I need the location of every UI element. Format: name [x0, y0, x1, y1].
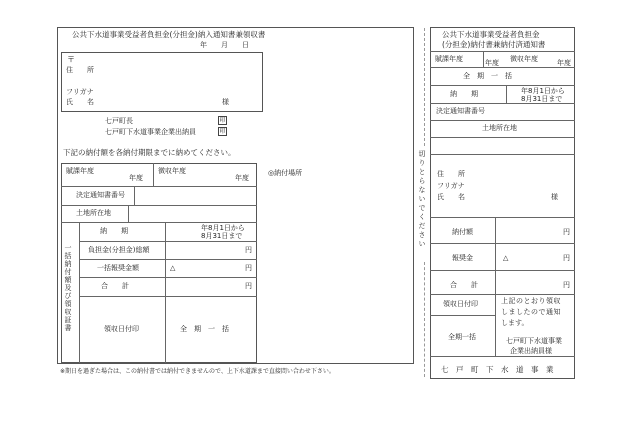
treasurer-label: 七戸町下水道事業企業出納員 — [105, 128, 196, 136]
right-furigana-label: フリガナ — [437, 182, 465, 190]
signer-line-1: 七戸町下水道事業 — [506, 337, 562, 345]
reward-triangle: △ — [170, 264, 176, 272]
notice-line-2: しましたので通知 — [501, 308, 561, 316]
right-title-1: 公共下水道事業受益者負担金 — [442, 30, 540, 39]
left-date-line: 年 月 日 — [200, 41, 249, 49]
signer-line-2: 企業出納員様 — [510, 347, 552, 355]
due-value-2: 8月31日まで — [201, 232, 243, 240]
right-collection-year-unit: 年度 — [557, 59, 571, 67]
furigana-label: フリガナ — [66, 88, 94, 96]
right-fiscal-year-label: 賦課年度 — [435, 55, 463, 63]
notice-line-3: します。 — [501, 319, 529, 327]
right-title-2: (分担金)納付書兼納付済通知書 — [442, 40, 546, 49]
right-reward-label: 報奨金 — [452, 254, 473, 262]
name-label: 氏 名 — [66, 98, 94, 106]
notice-line-1: 上記のとおり領収 — [501, 297, 561, 305]
treasurer-seal: 印 — [219, 128, 226, 135]
mayor-label: 七戸町長 — [105, 117, 133, 125]
address-label: 住 所 — [66, 66, 94, 74]
right-amount-yen: 円 — [563, 228, 570, 236]
decision-no-label: 決定通知書番号 — [76, 191, 125, 199]
reward-label: 一括報奨金額 — [97, 264, 139, 272]
cut-dash-line-top — [424, 28, 425, 146]
instruction-text: 下記の納付額を各納付期限までに納めてください。 — [63, 148, 236, 157]
payment-place-label: ◎納付場所 — [268, 169, 303, 177]
cut-instruction: 切りとらないでください — [418, 150, 426, 249]
due-label: 納 期 — [100, 227, 128, 235]
receipt-stamp-label: 領収日付印 — [104, 325, 139, 333]
left-title: 公共下水道事業受益者負担金(分担金)納入通知書兼領収書 — [72, 30, 266, 39]
right-amount-label: 納付額 — [452, 228, 473, 236]
right-total-yen: 円 — [563, 281, 570, 289]
right-name-label: 氏 名 — [437, 193, 465, 201]
honorific: 様 — [222, 98, 229, 106]
right-total-label: 合 計 — [450, 281, 478, 289]
right-decision-no-label: 決定通知書番号 — [436, 107, 485, 115]
total-label: 合 計 — [101, 282, 129, 290]
due-value-1: 年8月1日から — [201, 224, 245, 232]
collection-year-label: 徴収年度 — [158, 167, 186, 175]
right-land-label: 土地所在地 — [482, 124, 517, 132]
right-lump-label: 全期一括 — [448, 333, 476, 341]
charge-yen: 円 — [245, 246, 252, 254]
lump-sum-label: 全 期 一 括 — [180, 325, 229, 333]
footnote: ※期日を過ぎた場合は、この納付書では納付できませんので、上下水道課まで直接問い合わせ下さい。 — [60, 368, 335, 375]
collection-year-unit: 年度 — [235, 174, 249, 182]
right-due-value-1: 年8月1日から — [521, 87, 565, 95]
charge-label: 負担金(分担金)総額 — [88, 246, 150, 254]
lump-sum-receipt-vertical-label: 一括納付額及び領収証書 — [64, 244, 72, 332]
right-honorific: 様 — [551, 193, 558, 201]
right-fiscal-year-unit: 年度 — [485, 59, 499, 67]
cut-dash-line-bottom — [424, 262, 425, 377]
fiscal-year-label: 賦課年度 — [66, 167, 94, 175]
reward-yen: 円 — [245, 264, 252, 272]
fiscal-year-unit: 年度 — [129, 174, 143, 182]
right-reward-yen: 円 — [563, 254, 570, 262]
right-receipt-stamp-label: 領収日付印 — [443, 300, 478, 308]
right-due-label: 納 期 — [450, 90, 478, 98]
postal-mark: 〒 — [67, 55, 75, 64]
mayor-seal: 印 — [219, 117, 226, 124]
right-lump-sum: 全 期 一 括 — [463, 72, 512, 80]
right-address-label: 住 所 — [437, 170, 465, 178]
right-due-value-2: 8月31日まで — [521, 95, 563, 103]
right-org-name: 七 戸 町 下 水 道 事 業 — [441, 365, 554, 374]
right-collection-year-label: 徴収年度 — [510, 55, 538, 63]
land-label: 土地所在地 — [76, 209, 111, 217]
right-reward-triangle: △ — [503, 254, 509, 262]
total-yen: 円 — [245, 282, 252, 290]
